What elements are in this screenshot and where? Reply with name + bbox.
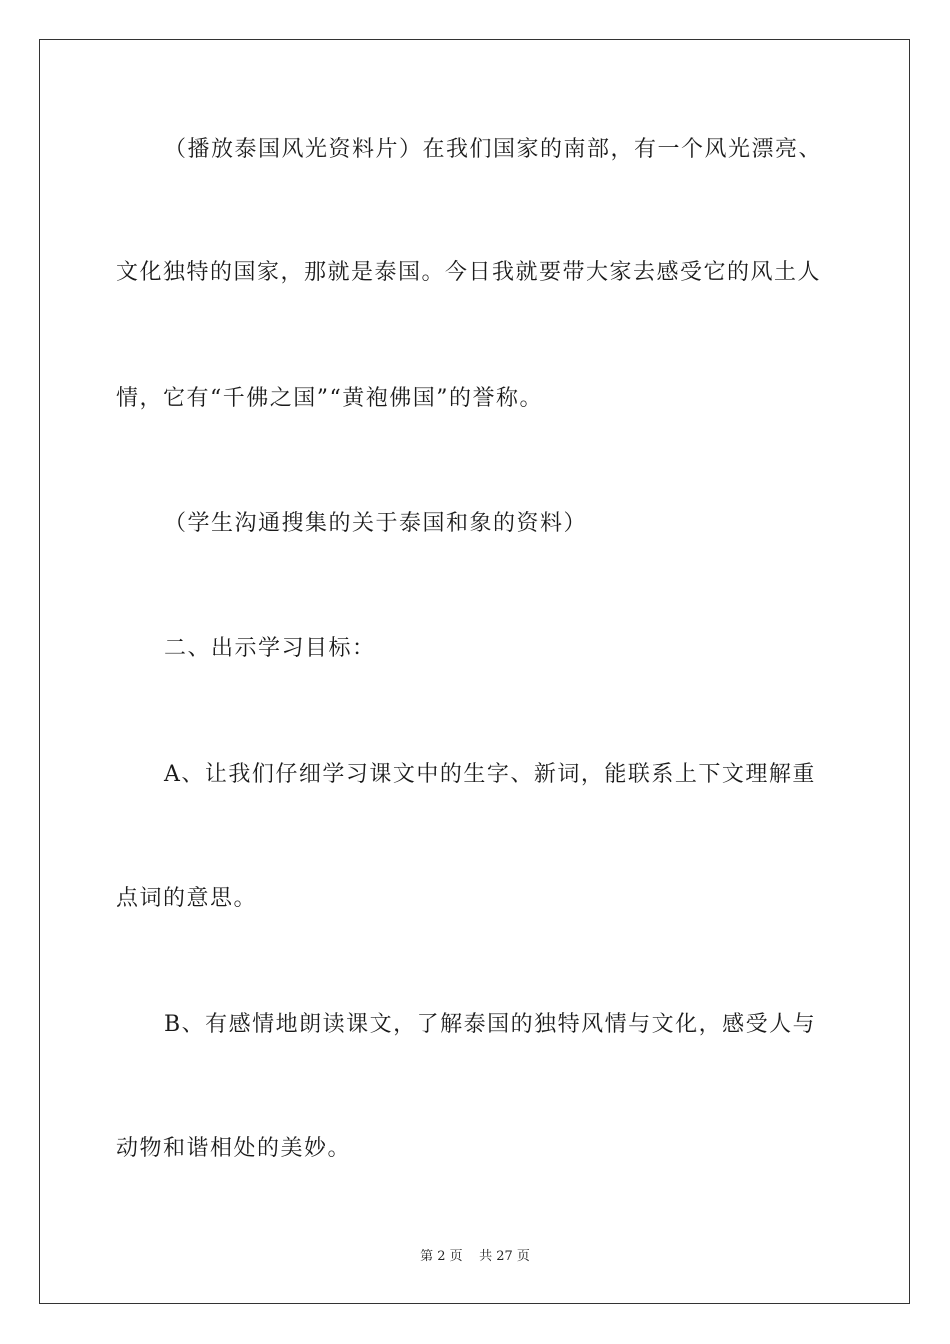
section-heading: 二、出示学习目标： — [164, 636, 376, 661]
paragraph-line-3: 情，它有“千佛之国”“黄袍佛国”的誉称。 — [116, 386, 543, 411]
paragraph-line-4: （学生沟通搜集的关于泰国和象的资料） — [164, 511, 588, 536]
paragraph-line-2: 文化独特的国家，那就是泰国。今日我就要带大家去感受它的风土人 — [116, 260, 822, 285]
objective-a-line-2: 点词的意思。 — [116, 886, 258, 911]
objective-b-line-1: B、有感情地朗读课文，了解泰国的独特风情与文化，感受人与 — [164, 1012, 817, 1037]
objective-a-line-1: A、让我们仔细学习课文中的生字、新词，能联系上下文理解重 — [164, 762, 816, 787]
page-frame — [39, 39, 910, 1304]
page-number-footer: 第 2 页 共 27 页 — [420, 1249, 530, 1264]
objective-b-line-2: 动物和谐相处的美妙。 — [116, 1136, 352, 1161]
paragraph-line-1: （播放泰国风光资料片）在我们国家的南部，有一个风光漂亮、 — [164, 137, 823, 162]
